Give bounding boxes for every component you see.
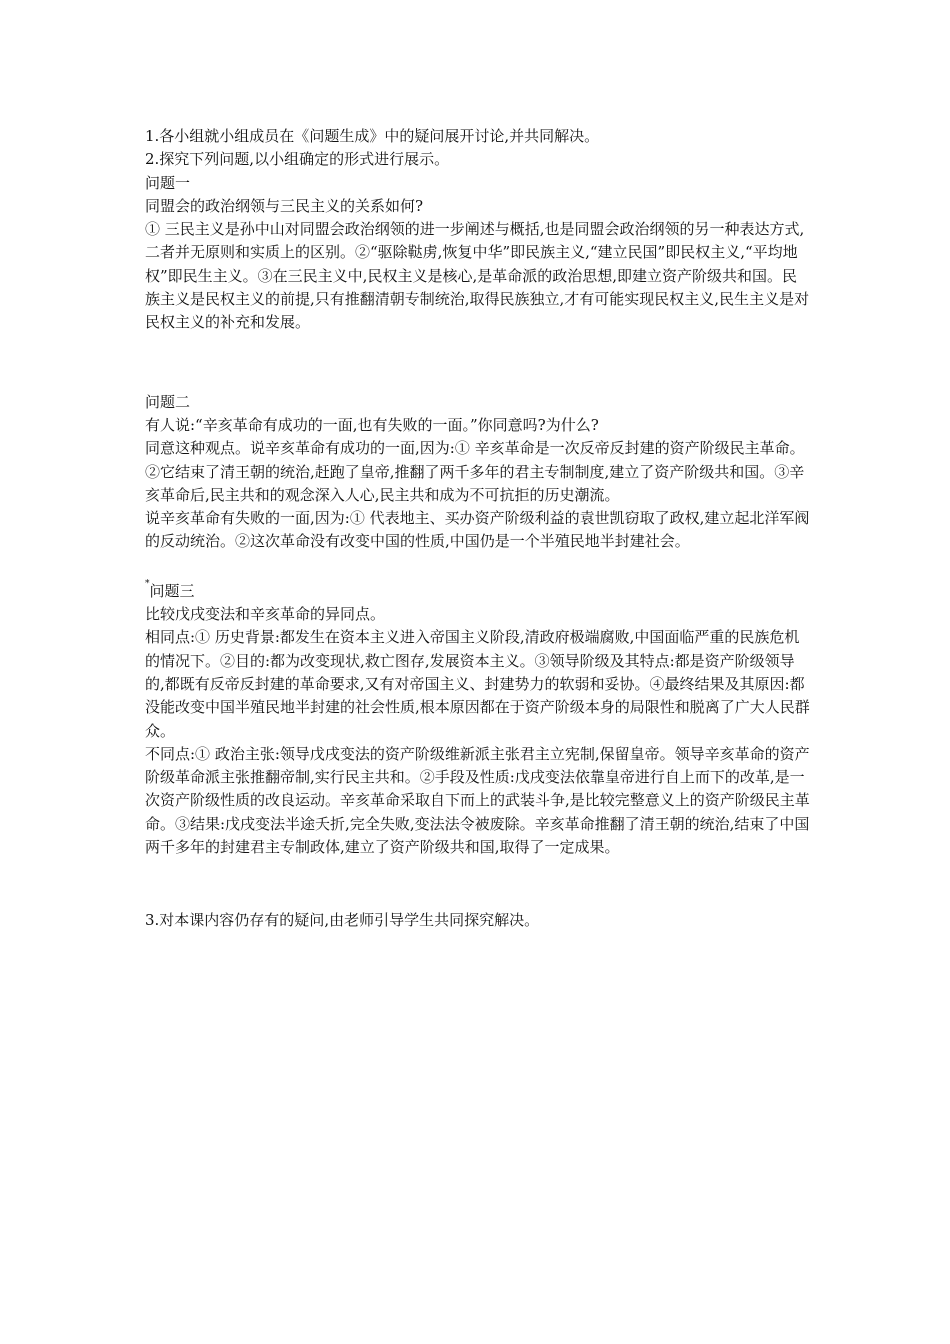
question-2-answer-failure: 说辛亥革命有失败的一面,因为:① 代表地主、买办资产阶级利益的袁世凯窃取了政权,建立起北洋军阀的反动统治。②这次革命没有改变中国的性质,中国仍是一个半殖民地半封建社会。 [145,509,810,551]
question-3-similarities: 相同点:① 历史背景:都发生在资本主义进入帝国主义阶段,清政府极端腐败,中国面临严重的民族危机的情况下。②目的:都为改变现状,救亡图存,发展资本主义。③领导阶级及其特点:都是资产阶级领导的,都既有反帝反封建的革命要求,又有对帝国主义、封建势力的软弱和妥协。④最终结果及其原因:都没能改变中国半殖民地半封建的社会性质,根本原因都在于资产阶级本身的局限性和脱离了广大人民群众。 [145,628,810,740]
question-1-heading: 问题一 [145,173,191,192]
step-1-text: 1.各小组就小组成员在《问题生成》中的疑问展开讨论,并共同解决。 [145,127,600,145]
question-1-text: 同盟会的政治纲领与三民主义的关系如何? [145,196,424,215]
optional-mark: * [145,578,150,589]
question-3-differences: 不同点:① 政治主张:领导戊戌变法的资产阶级维新派主张君主立宪制,保留皇帝。领导辛亥革命的资产阶级革命派主张推翻帝制,实行民主共和。②手段及性质:戊戌变法依靠皇帝进行自上而下的改革,是一次资产阶级性质的改良运动。辛亥革命采取自下而上的武装斗争,是比较完整意义上的资产阶级民主革命。③结果:戊戌变法半途夭折,完全失败,变法法令被废除。辛亥革命推翻了清王朝的统治,结束了中国两千多年的封建君主专制政体,建立了资产阶级共和国,取得了一定成果。 [145,744,810,857]
question-3-heading-line [145,580,810,603]
spacer [145,859,810,909]
step-2-text: 2.探究下列问题,以小组确定的形式进行展示。 [145,150,450,169]
spacer [145,554,810,580]
question-2-heading: 问题二 [145,392,191,411]
question-3-heading: 问题三 [149,581,195,600]
question-3-text: 比较戊戌变法和辛亥革命的异同点。 [145,605,386,624]
document-body [145,125,810,933]
question-1-answer: ① 三民主义是孙中山对同盟会政治纲领的进一步阐述与概括,也是同盟会政治纲领的另一种表达方式,二者并无原则和实质上的区别。②“驱除鞑虏,恢复中华”即民族主义,“建立民国”即民权主义,“平均地权”即民生主义。③在三民主义中,民权主义是核心,是革命派的政治思想,即建立资产阶级共和国。民族主义是民权主义的前提,只有推翻清朝专制统治,取得民族独立,才有可能实现民权主义,民生主义是对民权主义的补充和发展。 [145,220,810,332]
step-3-text: 3.对本课内容仍存有的疑问,由老师引导学生共同探究解决。 [145,911,540,930]
question-2-text: 有人说:“辛亥革命有成功的一面,也有失败的一面。”你同意吗?为什么? [145,415,599,434]
spacer [145,335,810,391]
question-2-answer-success: 同意这种观点。说辛亥革命有成功的一面,因为:① 辛亥革命是一次反帝反封建的资产阶级民主革命。②它结束了清王朝的统治,赶跑了皇帝,推翻了两千多年的君主专制制度,建立了资产阶级共和国。③辛亥革命后,民主共和的观念深入人心,民主共和成为不可抗拒的历史潮流。 [145,439,805,504]
